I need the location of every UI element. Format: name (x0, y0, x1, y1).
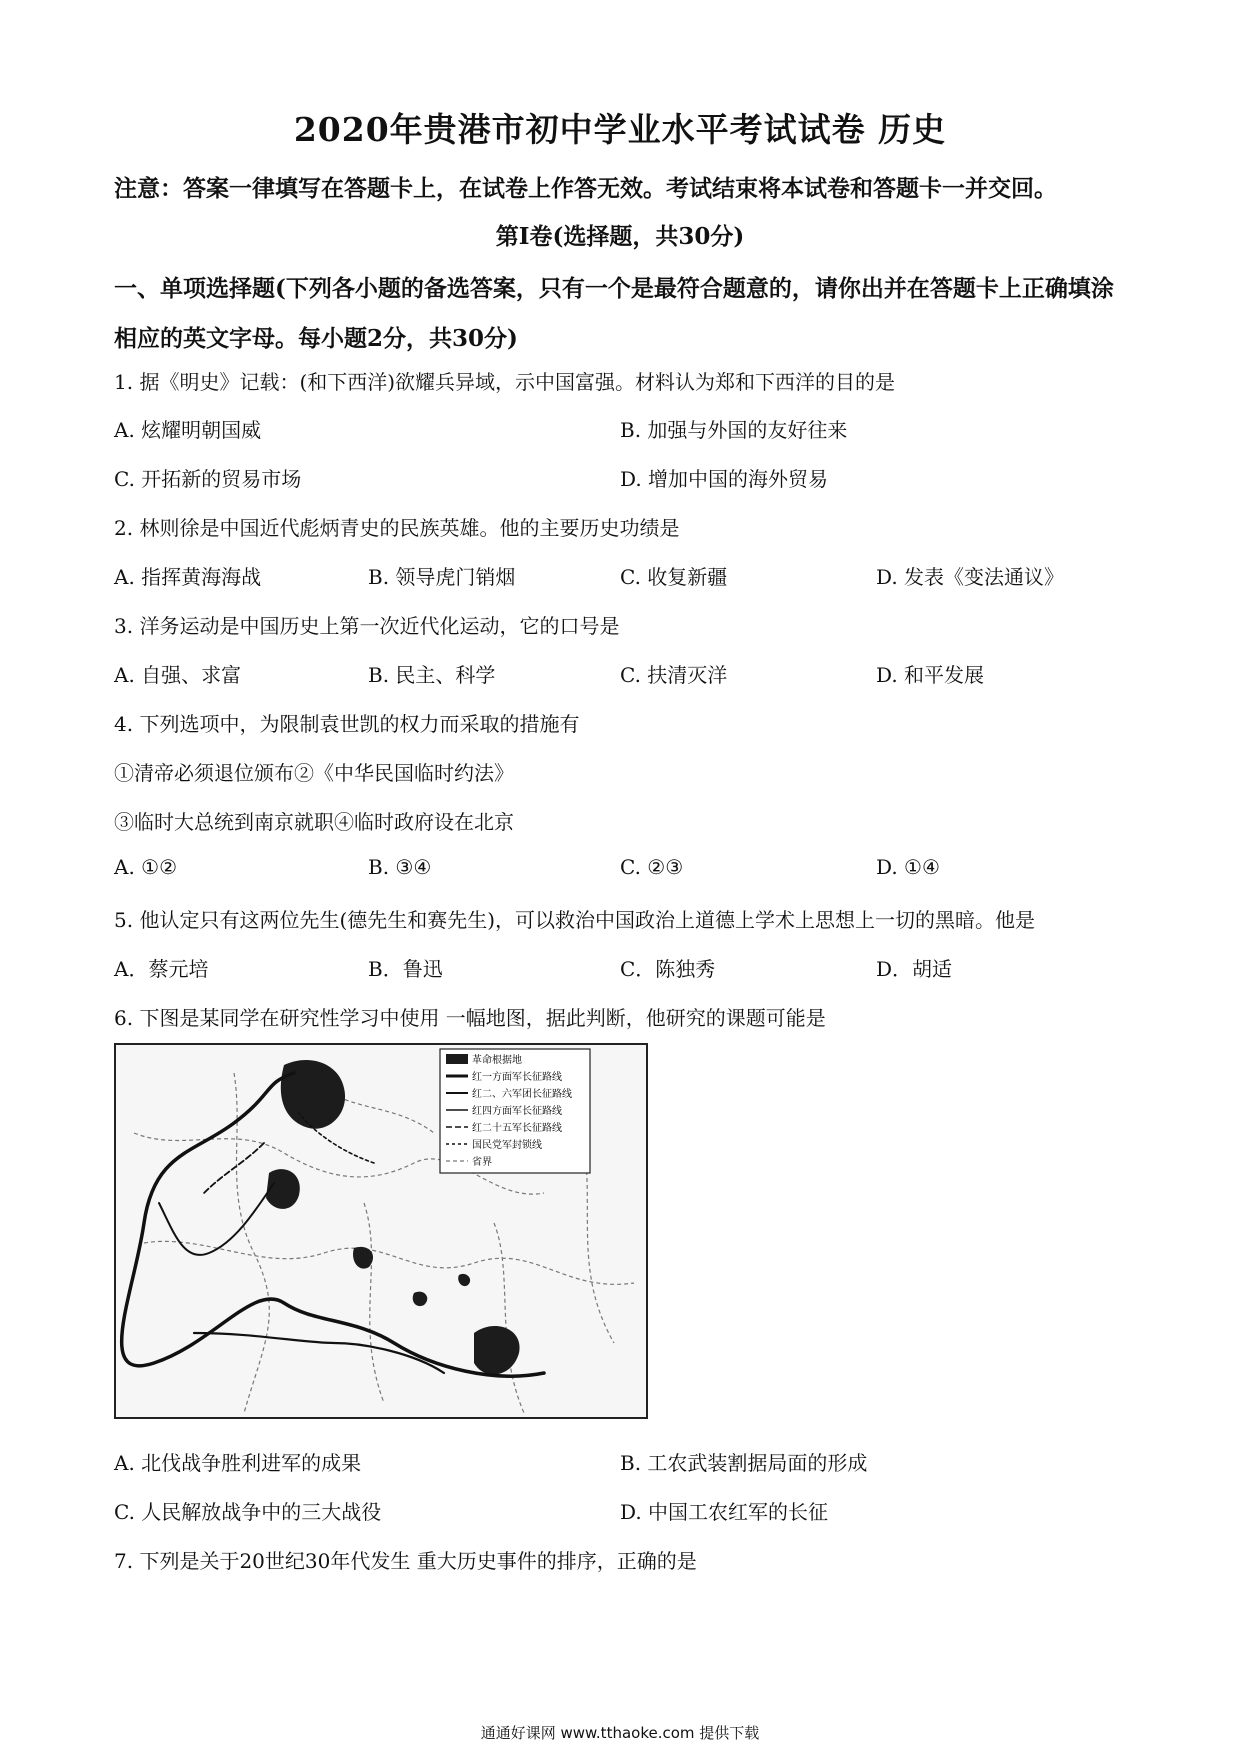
question-5-option-a: A．蔡元培 (114, 957, 209, 981)
question-2-option-b: B. 领导虎门销烟 (368, 565, 516, 589)
question-3-stem: 3. 洋务运动是中国历史上第一次近代化运动，它的口号是 (114, 614, 620, 638)
question-4-stem: 4. 下列选项中，为限制袁世凯的权力而采取的措施有 (114, 712, 580, 736)
question-6-option-a: A. 北伐战争胜利进军的成果 (114, 1451, 362, 1475)
volume-heading: 第Ⅰ卷(选择题，共30分) (495, 223, 745, 250)
question-1-option-d: D. 增加中国的海外贸易 (620, 467, 829, 491)
question-5-option-b: B．鲁迅 (368, 957, 443, 981)
question-3-option-d: D. 和平发展 (876, 663, 985, 687)
question-3-option-b: B. 民主、科学 (368, 663, 496, 687)
legend-label-7: 省界 (472, 1157, 492, 1168)
question-6-option-b: B. 工农武装割据局面的形成 (620, 1451, 868, 1475)
question-5-stem: 5. 他认定只有这两位先生(德先生和赛先生)，可以救治中国政治上道德上学术上思想上一切的黑暗。他是 (114, 908, 1036, 932)
legend-label-4: 红四方面军长征路线 (472, 1106, 562, 1117)
question-6-stem: 6. 下图是某同学在研究性学习中使用 一幅地图，据此判断，他研究的课题可能是 (114, 1006, 826, 1030)
question-2-option-c: C. 收复新疆 (620, 565, 728, 589)
question-5-option-d: D．胡适 (876, 957, 953, 981)
legend-label-5: 红二十五军长征路线 (472, 1123, 562, 1134)
notice-text: 注意：答案一律填写在答题卡上，在试卷上作答无效。考试结束将本试卷和答题卡一并交回。 (114, 175, 1057, 202)
question-1-stem: 1. 据《明史》记载：(和下西洋)欲耀兵异域，示中国富强。材料认为郑和下西洋的目的是 (114, 370, 896, 394)
question-4-line-2: ③临时大总统到南京就职④临时政府设在北京 (114, 810, 514, 834)
question-1-option-b: B. 加强与外国的友好往来 (620, 418, 848, 442)
section-heading: 一、单项选择题(下列各小题的备选答案，只有一个是最符合题意的，请你出并在答题卡上正确填涂相应的英文字母。每小题2分，共30分) (114, 275, 1114, 352)
question-4-option-b: B. ③④ (368, 855, 432, 879)
legend-label-2: 红一方面军长征路线 (472, 1072, 562, 1083)
footer-source: 通通好课网 www.tthaoke.com 提供下载 (480, 1724, 760, 1742)
question-4-option-a: A. ①② (114, 855, 178, 879)
legend-label-3: 红二、六军团长征路线 (472, 1089, 572, 1100)
question-2-stem: 2. 林则徐是中国近代彪炳青史的民族英雄。他的主要历史功绩是 (114, 516, 680, 540)
question-4-option-c: C. ②③ (620, 855, 684, 879)
page-title: 2020年贵港市初中学业水平考试试卷 历史 (293, 110, 947, 149)
question-4-line-1: ①清帝必须退位颁布②《中华民国临时约法》 (114, 761, 514, 785)
question-2-option-d: D. 发表《变法通议》 (876, 565, 1065, 589)
question-6-option-d: D. 中国工农红军的长征 (620, 1500, 829, 1524)
question-3-option-c: C. 扶清灭洋 (620, 663, 728, 687)
question-1-option-c: C. 开拓新的贸易市场 (114, 467, 302, 491)
question-1-option-a: A. 炫耀明朝国威 (114, 418, 262, 442)
question-5-option-c: C．陈独秀 (620, 957, 716, 981)
legend-label-6: 国民党军封锁线 (472, 1140, 542, 1151)
question-6-option-c: C. 人民解放战争中的三大战役 (114, 1500, 382, 1524)
question-7-stem: 7. 下列是关于20世纪30年代发生 重大历史事件的排序，正确的是 (114, 1549, 697, 1573)
question-2-option-a: A. 指挥黄海海战 (114, 565, 262, 589)
question-3-option-a: A. 自强、求富 (114, 663, 242, 687)
question-4-option-d: D. ①④ (876, 855, 940, 879)
legend-label-1: 革命根据地 (472, 1055, 522, 1066)
long-march-map (114, 1043, 648, 1419)
